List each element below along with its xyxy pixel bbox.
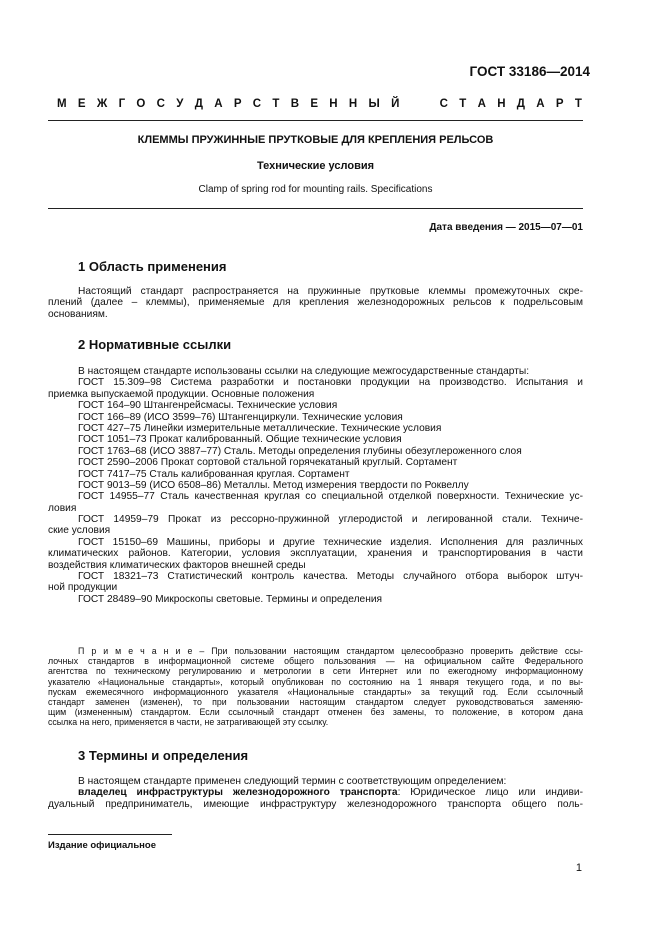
footer-rule [48, 834, 172, 835]
banner-letter: Г [118, 98, 126, 110]
introduction-date: Дата введения — 2015—07—01 [429, 222, 583, 233]
banner-letter: Н [497, 98, 506, 110]
reference-item: приемка выпускаемой продукции. Основные положения [48, 388, 315, 400]
interstate-standard-banner [57, 98, 582, 110]
reference-item: ной продукции [48, 582, 118, 594]
banner-letter: Н [329, 98, 338, 110]
banner-letter: Е [77, 98, 86, 110]
banner-letter: Д [516, 98, 525, 110]
reference-item: ГОСТ 15150–69 Машины, приборы и другие технические изделия. Исполнения для различных [78, 536, 583, 548]
banner-letter: Ы [368, 98, 380, 110]
reference-item: ГОСТ 2590–2006 Прокат сортовой стальной горячекатаный круглый. Сортамент [78, 457, 458, 469]
top-rule [48, 120, 583, 121]
banner-letter: М [57, 98, 67, 110]
text-line: Настоящий стандарт распространяется на пружинные прутковые клеммы промежуточных скре- [78, 286, 583, 297]
reference-item: ГОСТ 9013–59 (ИСО 6508–86) Металлы. Метод измерения твердости по Роквеллу [78, 479, 469, 491]
section-3-text [48, 776, 583, 810]
note-line: лочных стандартов в информационной системе общего пользования — на официальном сайте Федерального [48, 656, 583, 667]
english-title: Clamp of spring rod for mounting rails. Specifications [198, 184, 433, 195]
reference-item: ГОСТ 164–90 Штангенрейсмасы. Технические условия [78, 400, 338, 412]
banner-letter: Д [194, 98, 203, 110]
banner-letter: А [536, 98, 545, 110]
banner-letter: Й [391, 98, 400, 110]
text-line: основаниям. [48, 308, 108, 320]
text-line: плений (далее – клеммы), применяемые для крепления железнодорожных рельсов к подрельсовым [48, 297, 583, 309]
references-note [48, 646, 583, 728]
gost-number: ГОСТ 33186—2014 [469, 64, 590, 79]
banner-letter [411, 98, 414, 110]
reference-item: ГОСТ 1763–68 (ИСО 3887–77) Сталь. Методы определения глубины обезуглероженного слоя [78, 445, 522, 457]
banner-letter: Ж [96, 98, 108, 110]
banner-letter: Р [233, 98, 242, 110]
banner-letter: В [290, 98, 300, 110]
note-line: стандарт заменен (изменен), то при пользовании настоящим стандартом следует руководствоваться заменяю- [48, 696, 583, 707]
banner-letter: Н [348, 98, 358, 110]
note-line [48, 646, 583, 656]
reference-item: ГОСТ 427–75 Линейки измерительные металлические. Технические условия [78, 422, 442, 434]
banner-letter: Е [310, 98, 318, 110]
banner-letter: Р [555, 98, 564, 110]
term-name: владелец инфраструктуры железнодорожного транспорта [78, 787, 398, 799]
term-definition: : Юридическое лицо или индиви- [397, 787, 583, 799]
reference-item: ловия [48, 502, 77, 514]
banner-letter [425, 98, 428, 110]
reference-item: ские условия [48, 525, 111, 537]
official-edition-label: Издание официальное [48, 840, 156, 851]
banner-letter: Т [272, 98, 280, 110]
note-line: указателю «Национальные стандарты», который опубликован по состоянию на 1 января текущего года, и по вы- [48, 676, 583, 687]
banner-letter: С [156, 98, 165, 110]
section-1-text [48, 286, 583, 320]
banner-letter: Т [459, 98, 467, 110]
text-line: дуальный предприниматель, имеющие инфраструктуру железнодорожного транспорта общего поль- [48, 798, 583, 810]
reference-item: климатических районов. Категории, условия эксплуатации, хранения и транспортирования в части [48, 548, 583, 560]
document-title: КЛЕММЫ ПРУЖИННЫЕ ПРУТКОВЫЕ ДЛЯ КРЕПЛЕНИЯ РЕЛЬСОВ [137, 134, 494, 146]
note-line: агентства по техническому регулированию и метрологии в сети Интернет или по ежегодному информационному [48, 666, 583, 677]
banner-letter: С [252, 98, 262, 110]
note-label: П р и м е ч а н и е [78, 646, 193, 656]
note-line: ссылка на него, применяется в части, не затрагивающей эту ссылку. [48, 717, 329, 728]
banner-letter: Т [574, 98, 582, 110]
note-line: пускам ежемесячного информационного указателя «Национальные стандарты» за текущий год. Если ссылочный [48, 686, 583, 697]
reference-item: ГОСТ 166–89 (ИСО 3599–76) Штангенциркули. Технические условия [78, 411, 403, 423]
text-line: В настоящем стандарте использованы ссылки на следующие межгосударственные стандарты: [78, 366, 530, 377]
reference-item: ГОСТ 15.309–98 Система разработки и постановки продукции на производство. Испытания и [78, 377, 583, 389]
reference-item: ГОСТ 18321–73 Статистический контроль качества. Методы случайного отбора выборок штуч- [78, 571, 583, 583]
title-rule [48, 208, 583, 209]
banner-letter: С [439, 98, 448, 110]
note-text: – При пользовании настоящим стандартом целесообразно проверить действие ссы- [192, 646, 583, 656]
banner-letter: А [214, 98, 223, 110]
document-subtitle: Технические условия [256, 160, 375, 172]
section-2-heading: 2 Нормативные ссылки [78, 337, 232, 352]
reference-item: ГОСТ 1051–73 Прокат калиброванный. Общие технические условия [78, 434, 402, 446]
banner-letter: А [477, 98, 486, 110]
page-number: 1 [575, 862, 582, 874]
reference-item: ГОСТ 14955–77 Сталь качественная круглая со специальной отделкой поверхности. Технические ус- [78, 491, 583, 503]
section-1-heading: 1 Область применения [78, 259, 227, 274]
note-line: щим (измененным) стандартом. Если ссылочный стандарт отменен без замены, то положение, в котором дана [48, 707, 583, 718]
term-line [48, 787, 583, 798]
reference-item: ГОСТ 14959–79 Прокат из рессорно-пружинной углеродистой и легированной стали. Техниче- [78, 514, 583, 526]
banner-letter: О [136, 98, 146, 110]
reference-item: ГОСТ 7417–75 Сталь калиброванная круглая. Сортамент [78, 468, 350, 480]
reference-item: ГОСТ 28489–90 Микроскопы световые. Термины и определения [78, 593, 383, 605]
normative-references [48, 366, 583, 605]
reference-item: воздействия климатических факторов внешней среды [48, 559, 306, 571]
text-line: В настоящем стандарте применен следующий термин с соответствующим определением: [78, 776, 507, 787]
section-3-heading: 3 Термины и определения [78, 748, 249, 763]
banner-letter: У [176, 98, 184, 110]
